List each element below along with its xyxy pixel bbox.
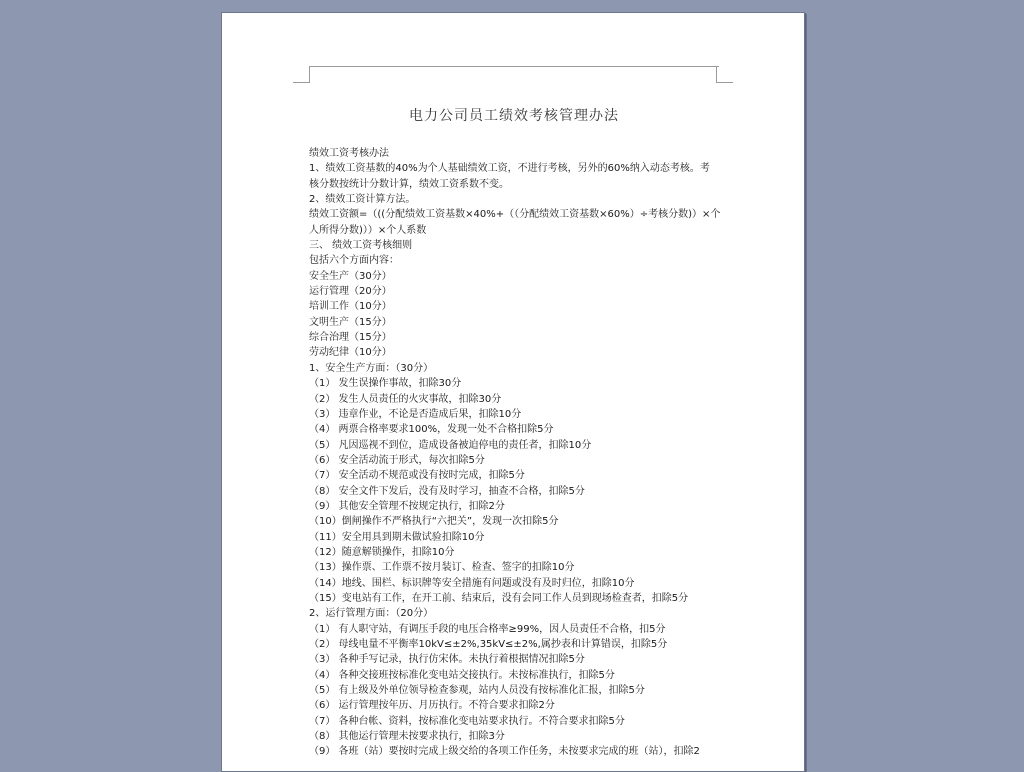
document-line: （8） 安全文件下发后，没有及时学习，抽查不合格，扣除5分 xyxy=(309,485,585,497)
document-line: （9） 其他安全管理不按规定执行，扣除2分 xyxy=(309,500,505,512)
document-line: 文明生产（15分） xyxy=(309,316,392,328)
document-line: 包括六个方面内容： xyxy=(309,255,399,267)
document-line: 1、安全生产方面：（30分） xyxy=(309,362,434,374)
document-line: （6） 运行管理按年历、月历执行。不符合要求扣除2分 xyxy=(309,700,555,712)
document-page xyxy=(221,12,805,772)
document-line: 1、绩效工资基数的40%为个人基础绩效工资，不进行考核，另外的60%纳入动态考核。考 xyxy=(309,163,710,175)
document-line: 培训工作（10分） xyxy=(309,301,392,313)
document-line: 核分数按统计分数计算，绩效工资系数不变。 xyxy=(309,178,509,190)
document-line: （2） 发生人员责任的火灾事故，扣除30分 xyxy=(309,393,502,405)
margin-corner-top-right xyxy=(716,66,733,83)
document-line: （15）变电站有工作，在开工前、结束后，没有会同工作人员到现场检查者，扣除5分 xyxy=(309,592,689,604)
document-line: 三、 绩效工资考核细则 xyxy=(309,240,413,252)
document-line: （5） 有上级及外单位领导检查参观，站内人员没有按标准化汇报，扣除5分 xyxy=(309,685,645,697)
document-line: 综合治理（15分） xyxy=(309,332,392,344)
document-line: （10）倒闸操作不严格执行“六把关”，发现一次扣除5分 xyxy=(309,516,559,528)
header-margin-line xyxy=(309,66,719,67)
document-line: （3） 各种手写记录，执行仿宋体。未执行着根据情况扣除5分 xyxy=(309,654,585,666)
document-line: 绩效工资考核办法 xyxy=(309,148,389,159)
document-line: （6） 安全活动流于形式，每次扣除5分 xyxy=(309,454,485,466)
document-line: 绩效工资额=（((分配绩效工资基数×40%+（（分配绩效工资基数×60%）÷考核分数)）×个 xyxy=(309,209,721,221)
document-line: （1） 有人职守站，有调压手段的电压合格率≥99%，因人员责任不合格，扣5分 xyxy=(309,623,666,635)
document-line: 运行管理（20分） xyxy=(309,286,392,298)
document-line: （1） 发生误操作事故，扣除30分 xyxy=(309,378,462,390)
document-line: （7） 各种台帐、资料，按标准化变电站要求执行。不符合要求扣除5分 xyxy=(309,715,625,727)
document-line: （7） 安全活动不规范或没有按时完成，扣除5分 xyxy=(309,470,525,482)
document-line: （9） 各班（站）要按时完成上级交给的各项工作任务，未按要求完成的班（站），扣除2 xyxy=(309,746,700,758)
document-line: （5） 凡因巡视不到位，造成设备被迫停电的责任者，扣除10分 xyxy=(309,439,592,451)
document-line: 安全生产（30分） xyxy=(309,270,392,282)
document-line: （3） 违章作业，不论是否造成后果，扣除10分 xyxy=(309,408,522,420)
document-line: （4） 两票合格率要求100%，发现一处不合格扣除5分 xyxy=(309,424,554,436)
document-line: （13）操作票、工作票不按月装订、检查、签字的扣除10分 xyxy=(309,562,575,574)
document-line: 2、运行管理方面：（20分） xyxy=(309,608,434,620)
document-line: 劳动纪律（10分） xyxy=(309,347,392,359)
document-line: 2、绩效工资计算方法。 xyxy=(309,194,416,206)
document-line: （4） 各种交接班按标准化变电站交接执行。未按标准执行，扣除5分 xyxy=(309,669,615,681)
document-line: （2） 母线电量不平衡率10kV≤±2%,35kV≤±2%,属抄表和计算错误，扣除5分 xyxy=(309,639,668,650)
document-body xyxy=(309,146,724,760)
document-line: （12）随意解锁操作，扣除10分 xyxy=(309,546,455,558)
document-line: （8） 其他运行管理未按要求执行，扣除3分 xyxy=(309,731,505,743)
document-line: （11）安全用具到期未做试验扣除10分 xyxy=(309,531,485,543)
document-title: 电力公司员工绩效考核管理办法 xyxy=(409,108,619,124)
margin-corner-top-left xyxy=(293,66,310,83)
document-line: （14）地线、围栏、标识牌等安全措施有问题或没有及时归位，扣除10分 xyxy=(309,577,635,589)
document-line: 人所得分数)））×个人系数 xyxy=(309,224,427,236)
